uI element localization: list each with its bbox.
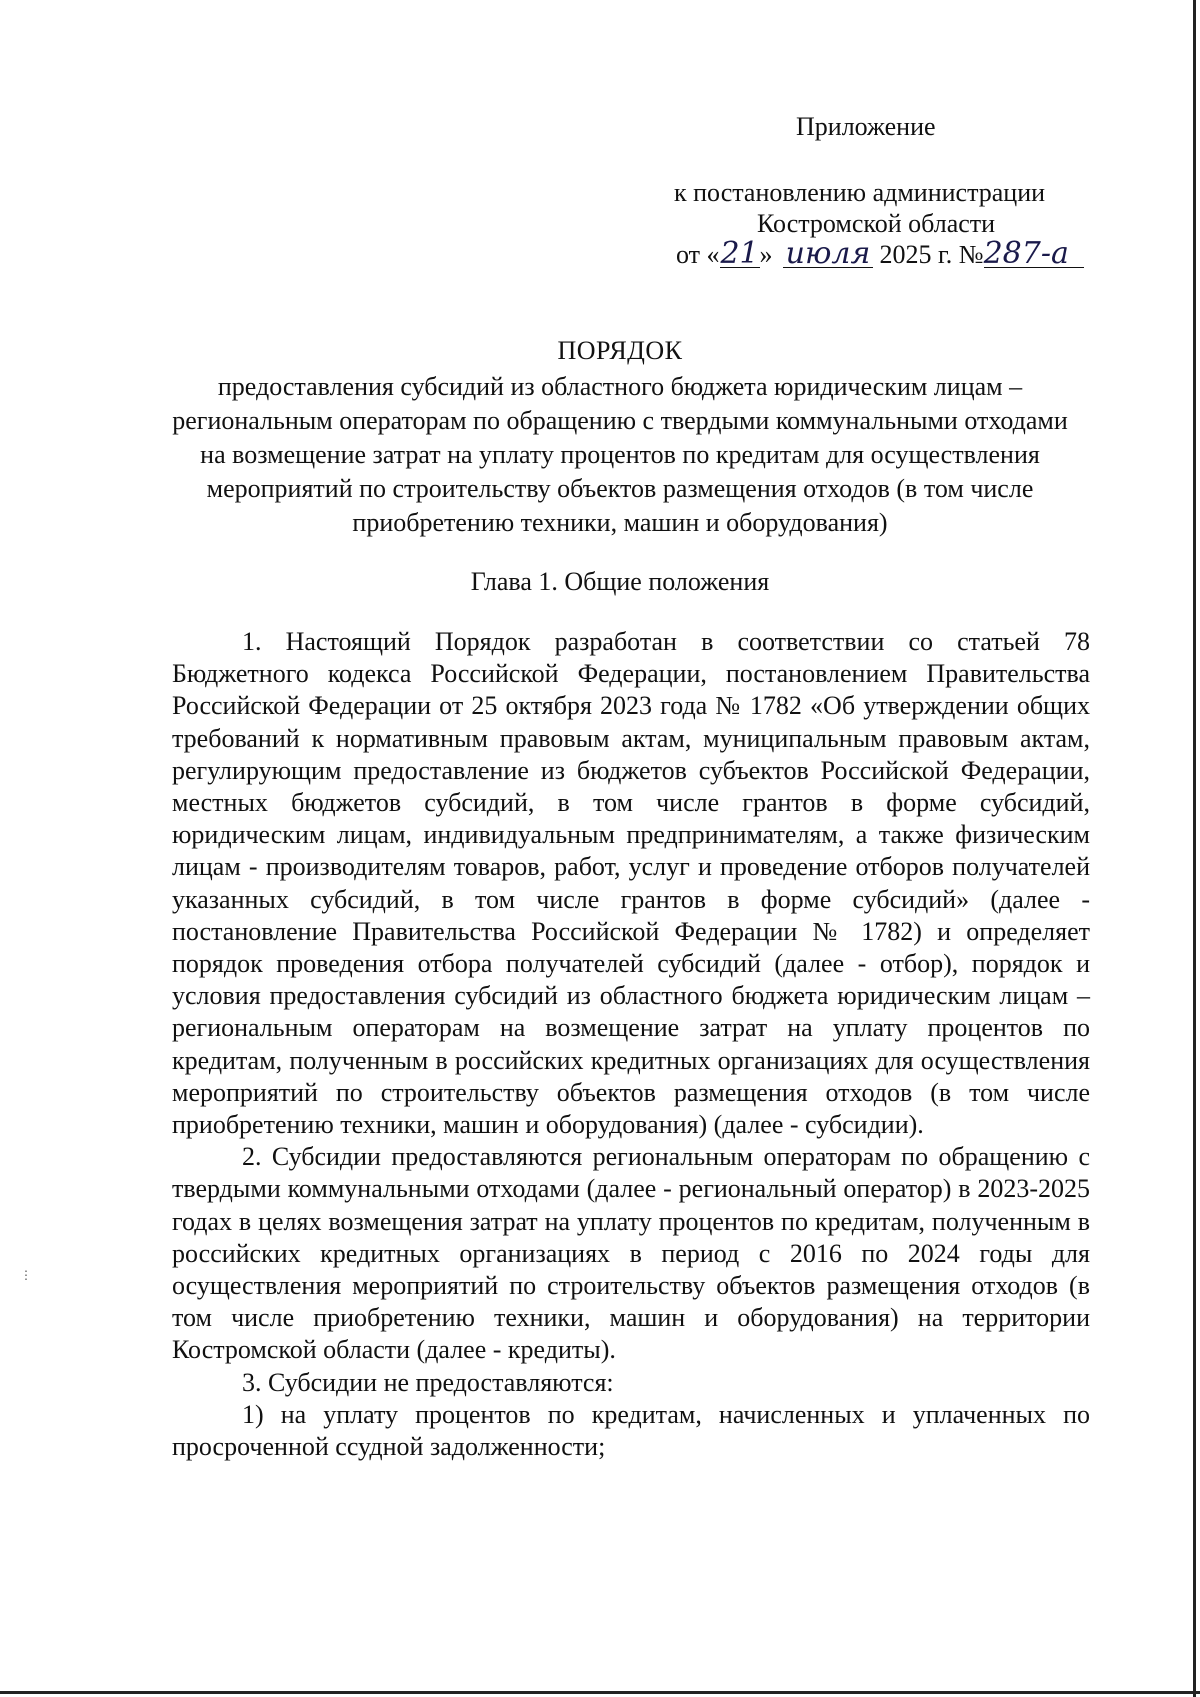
handwritten-month: июля (783, 241, 873, 268)
scan-edge-right (1193, 0, 1196, 1697)
attachment-line-decree: к постановлению администрации (674, 178, 1046, 207)
attachment-title: Приложение (796, 112, 936, 141)
handwritten-number: 287-а (984, 241, 1084, 268)
paragraph-3-item-1: 1) на уплату процентов по кредитам, начисленных и уплаченных по просроченной ссудной задолженности; (172, 1399, 1090, 1462)
scan-edge-bottom (0, 1691, 1200, 1694)
scan-speck: ⋮ (20, 1268, 32, 1282)
date-suffix: 2025 г. № (879, 240, 984, 269)
date-prefix: от « (676, 240, 720, 269)
paragraph-1: 1. Настоящий Порядок разработан в соответствии со статьей 78 Бюджетного кодекса Российской Федерации, постановлением Правительства Российской Федерации от 25 октября 2023 года № 1782 «Об утверждении общих требований к нормативным правовым актам, муниципальным правовым актам, регулирующим предоставление из бюджетов субъектов Российской Федерации, местных бюджетов субсидий, в том числе грантов в форме субсидий, юридическим лицам, индивидуальным предпринимателям, а также физическим лицам - производителям товаров, работ, услуг и проведение отборов получателей указанных субсидий, в том числе грантов в форме субсидий» (далее - постановление Правительства Российской Федерации № 1782) и определяет порядок проведения отбора получателей субсидий (далее - отбор), порядок и условия предоставления субсидий из областного бюджета юридическим лицам – региональным операторам на возмещение затрат на уплату процентов по кредитам, полученным в российских кредитных организациях для осуществления мероприятий по строительству объектов размещения отходов (в том числе приобретению техники, машин и оборудования) (далее - субсидии). (172, 627, 1090, 1140)
paragraph-3: 3. Субсидии не предоставляются: (242, 1367, 614, 1397)
attachment-date-line (676, 236, 1084, 271)
document-body (172, 626, 1090, 1463)
document-title: ПОРЯДОК (557, 336, 683, 365)
handwritten-day: 21 (720, 236, 759, 271)
attachment-line-region: Костромской области (757, 209, 996, 238)
document-subtitle: предоставления субсидий из областного бюджета юридическим лицам – региональным операторам по обращению с твердыми коммунальными отходами на возмещение затрат на уплату процентов по кредитам для осуществления мероприятий по строительству объектов размещения отходов (в том числе приобретению техники, машин и оборудования) (172, 372, 1068, 537)
chapter-heading: Глава 1. Общие положения (470, 567, 770, 596)
paragraph-2: 2. Субсидии предоставляются региональным операторам по обращению с твердыми коммунальными отходами (далее - региональный оператор) в 2023-2025 годах в целях возмещения затрат на уплату процентов по кредитам, полученным в российских кредитных организациях в период с 2016 по 2024 годы для осуществления мероприятий по строительству объектов размещения отходов (в том числе приобретению техники, машин и оборудования) на территории Костромской области (далее - кредиты). (172, 1142, 1090, 1365)
date-mid: » (759, 240, 773, 269)
